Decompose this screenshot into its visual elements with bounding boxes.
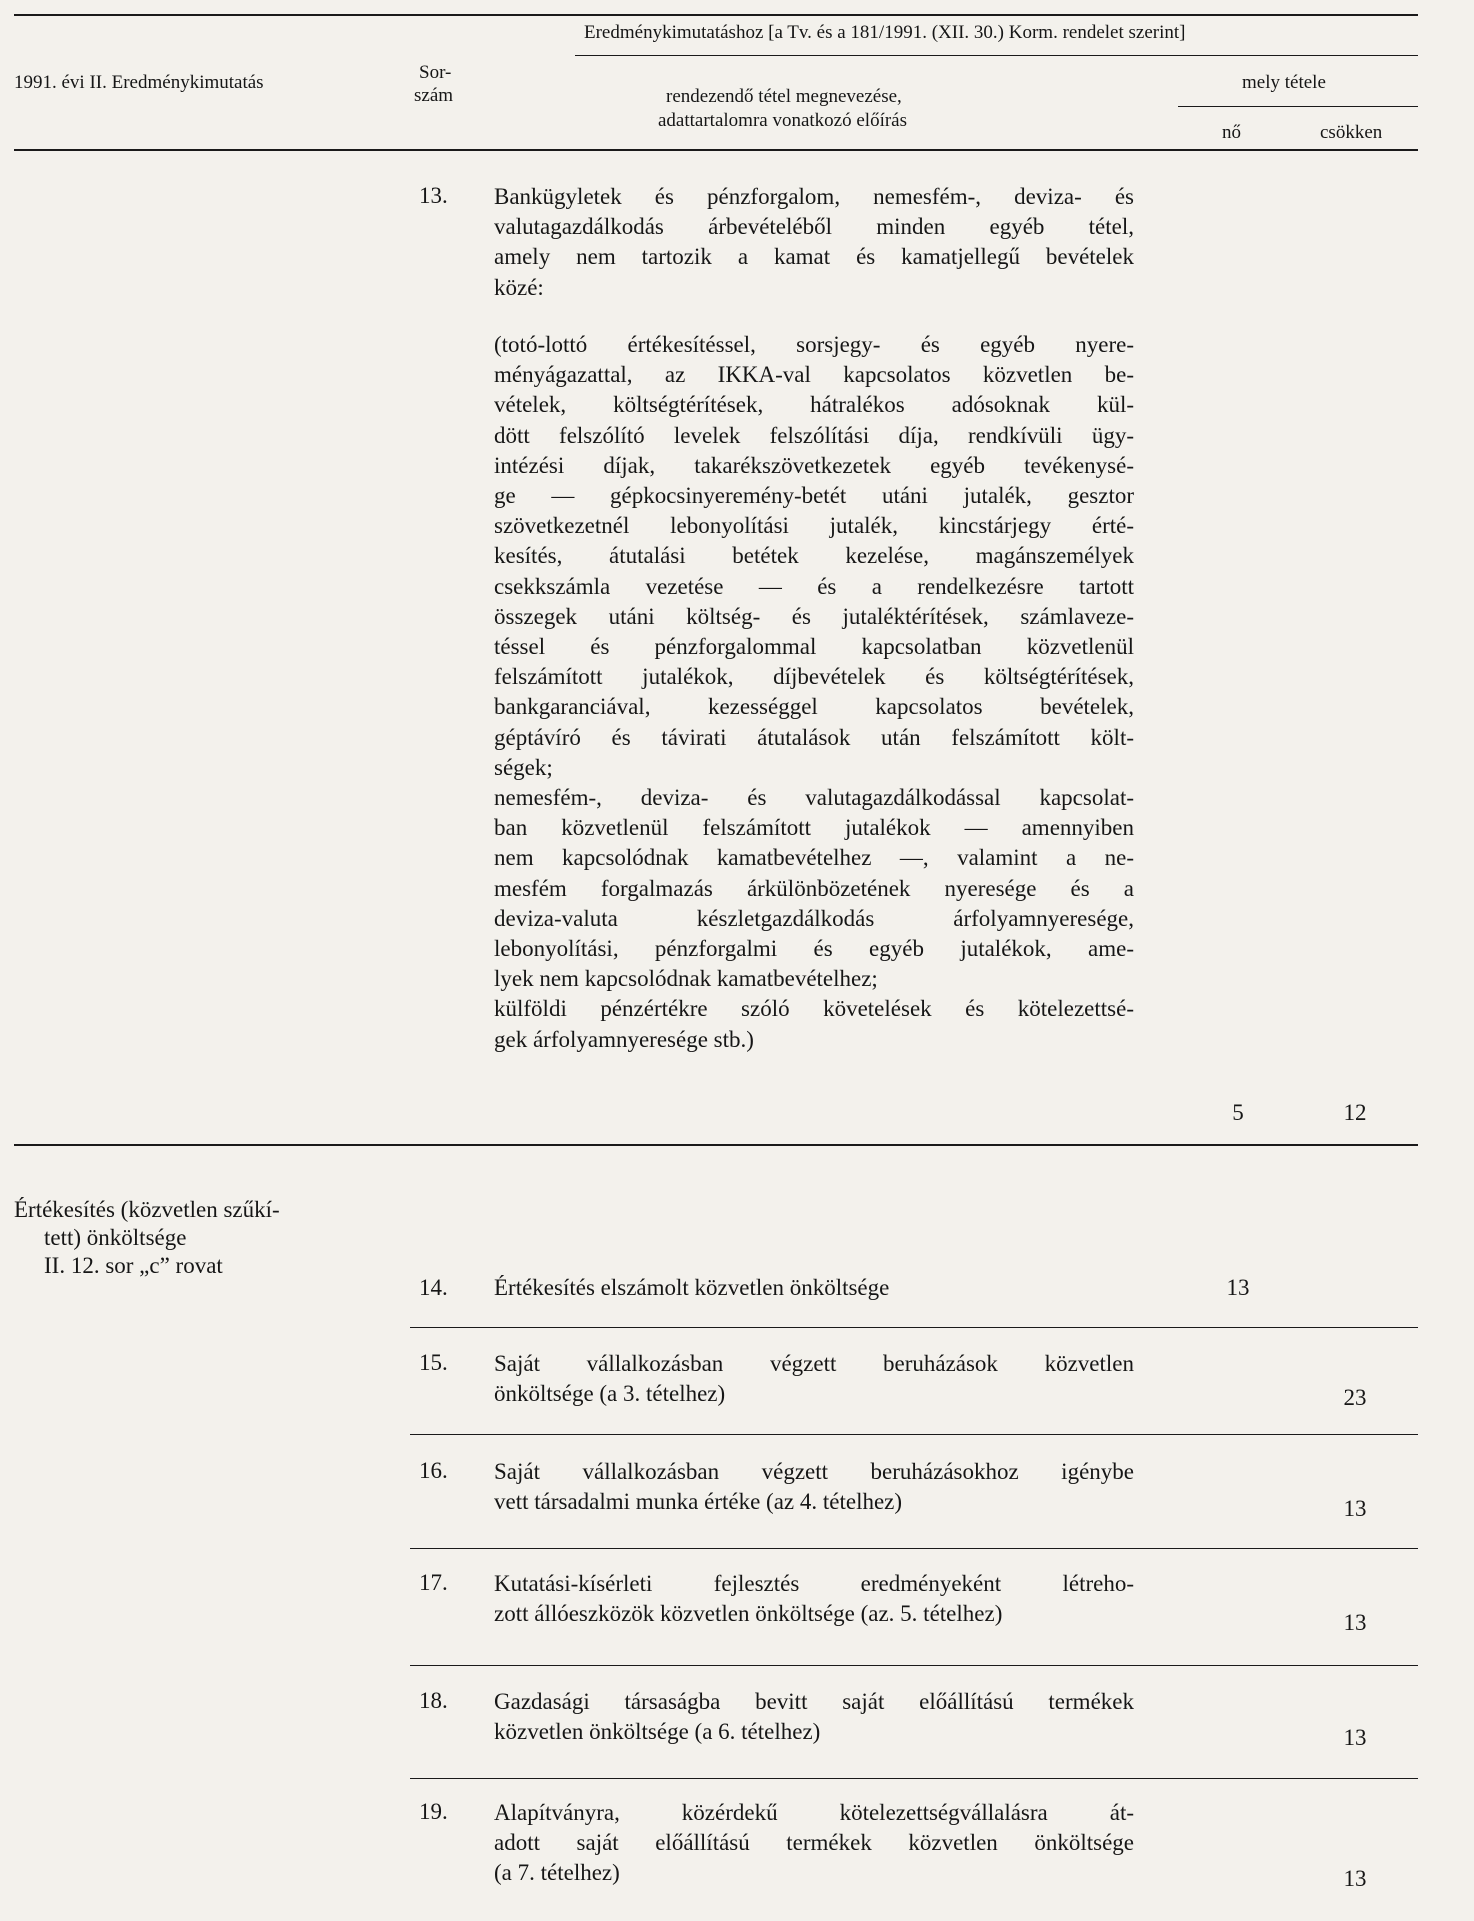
text-line: csekkszámla vezetése — és a rendelkezésre tartott xyxy=(494,573,1134,599)
row-16-text xyxy=(494,1457,1134,1517)
text-line: téssel és pénzforgalommal kapcsolatban közvetlenül xyxy=(494,634,1134,660)
header-col-decrease: csökken xyxy=(1320,122,1383,143)
header-which-item: mely tétele xyxy=(1242,72,1326,93)
text-line: amely nem tartozik a kamat és kamatjellegű bevételek xyxy=(494,244,1134,270)
text-line: zott állóeszközök közvetlen önköltsége (az. 5. tételhez) xyxy=(494,1601,1003,1627)
text-line: lebonyolítási, pénzforgalmi és egyéb jutalékok, ame- xyxy=(494,936,1134,962)
row-19-decrease: 13 xyxy=(1343,1866,1367,1891)
row-16-number: 16. xyxy=(419,1458,448,1483)
row-13-number: 13. xyxy=(419,183,448,208)
row-18-decrease: 13 xyxy=(1343,1725,1367,1750)
header-top-title: Eredménykimutatáshoz [a Tv. és a 181/1991. (XII. 30.) Korm. rendelet szerint] xyxy=(584,22,1186,43)
row-divider xyxy=(410,1548,1418,1549)
row-17-text xyxy=(494,1569,1134,1629)
text-line: Alapítványra, közérdekű kötelezettségvállalásra át- xyxy=(494,1800,1134,1825)
row-13-intro-text xyxy=(494,182,1134,303)
row-14-text: Értékesítés elszámolt közvetlen önköltsége xyxy=(494,1275,890,1300)
text-line: közvetlen önköltsége (a 6. tételhez) xyxy=(494,1719,821,1745)
header-item-name-2: adattartalomra vonatkozó előírás xyxy=(658,110,908,131)
text-line: Kutatási-kísérleti fejlesztés eredményeként létreho- xyxy=(494,1571,1134,1596)
row-16-decrease: 13 xyxy=(1343,1496,1367,1521)
section-divider xyxy=(14,1144,1418,1146)
left-label-line-2: tett) önköltsége xyxy=(44,1225,187,1250)
text-line: összegek utáni költség- és jutaléktérítések, számlaveze- xyxy=(494,603,1134,629)
row-divider xyxy=(410,1665,1418,1666)
row-19-number: 19. xyxy=(419,1799,448,1824)
text-line: közé: xyxy=(494,274,544,300)
header-top-rule xyxy=(14,14,1418,16)
text-line: Saját vállalkozásban végzett beruházásokhoz igénybe xyxy=(494,1459,1134,1484)
row-divider xyxy=(410,1778,1418,1779)
left-section-label xyxy=(14,1196,280,1280)
text-line: adott saját előállítású termékek közvetlen önköltsége xyxy=(494,1830,1134,1856)
text-line: deviza-valuta készletgazdálkodás árfolyamnyeresége, xyxy=(494,905,1134,931)
row-13-detail-text xyxy=(494,330,1134,1055)
row-15-text xyxy=(494,1349,1134,1409)
text-line: önköltsége (a 3. tételhez) xyxy=(494,1381,726,1407)
text-line: Bankügyletek és pénzforgalom, nemesfém-, deviza- és xyxy=(494,184,1134,209)
header-sorszam-2: szám xyxy=(414,85,454,106)
text-line: géptávíró és távirati átutalások után felszámított költ- xyxy=(494,724,1134,750)
text-line: intézési díjak, takarékszövetkezetek egyéb tevékenysé- xyxy=(494,452,1134,478)
row-divider xyxy=(410,1434,1418,1435)
row-15-number: 15. xyxy=(419,1350,448,1375)
text-line: ban közvetlenül felszámított jutalékok — amennyiben xyxy=(494,815,1134,841)
row-19-text xyxy=(494,1798,1134,1889)
row-divider xyxy=(410,1327,1418,1328)
row-18-number: 18. xyxy=(419,1688,448,1713)
row-17-number: 17. xyxy=(419,1570,448,1595)
text-line: (totó-lottó értékesítéssel, sorsjegy- és egyéb nyere- xyxy=(494,332,1134,357)
left-label-line-3: II. 12. sor „c” rovat xyxy=(44,1253,223,1278)
text-line: nemesfém-, deviza- és valutagazdálkodással kapcsolat- xyxy=(494,785,1134,811)
text-line: mesfém forgalmazás árkülönbözetének nyeresége és a xyxy=(494,875,1134,901)
text-line: nem kapcsolódnak kamatbevételhez —, valamint a ne- xyxy=(494,845,1134,871)
text-line: ményágazattal, az IKKA-val kapcsolatos közvetlen be- xyxy=(494,362,1134,388)
row-17-decrease: 13 xyxy=(1343,1610,1367,1635)
header-bottom-rule xyxy=(14,149,1418,151)
text-line: (a 7. tételhez) xyxy=(494,1860,620,1886)
text-line: felszámított jutalékok, díjbevételek és költségtérítések, xyxy=(494,664,1134,690)
text-line: kesítés, átutalási betétek kezelése, magánszemélyek xyxy=(494,543,1134,569)
text-line: ge — gépkocsinyeremény-betét utáni jutalék, gesztor xyxy=(494,483,1134,509)
text-line: bankgaranciával, kezességgel kapcsolatos bevételek, xyxy=(494,694,1134,720)
text-line: gek árfolyamnyeresége stb.) xyxy=(494,1026,754,1052)
header-left-title: 1991. évi II. Eredménykimutatás xyxy=(14,72,264,93)
text-line: valutagazdálkodás árbevételéből minden egyéb tétel, xyxy=(494,214,1134,240)
which-item-rule xyxy=(1178,106,1418,107)
header-sorszam-1: Sor- xyxy=(419,62,452,83)
row-14-number: 14. xyxy=(419,1275,448,1300)
row-13-increase: 5 xyxy=(1232,1100,1244,1125)
text-line: dött felszólító levelek felszólítási díja, rendkívüli ügy- xyxy=(494,422,1134,448)
text-line: szövetkezetnél lebonyolítási jutalék, kincstárjegy érté- xyxy=(494,513,1134,539)
text-line: ségek; xyxy=(494,754,553,780)
row-18-text xyxy=(494,1687,1134,1747)
text-line: vett társadalmi munka értéke (az 4. tételhez) xyxy=(494,1489,903,1515)
header-item-name-1: rendezendő tétel megnevezése, xyxy=(666,86,902,107)
text-line: Gazdasági társaságba bevitt saját előállítású termékek xyxy=(494,1689,1134,1714)
text-line: vételek, költségtérítések, hátralékos adósoknak kül- xyxy=(494,392,1134,418)
header-col-increase: nő xyxy=(1222,122,1241,143)
text-line: Saját vállalkozásban végzett beruházások közvetlen xyxy=(494,1351,1134,1376)
text-line: külföldi pénzértékre szóló követelések és kötelezettsé- xyxy=(494,996,1134,1022)
row-14-increase: 13 xyxy=(1226,1275,1250,1300)
row-13-decrease: 12 xyxy=(1343,1100,1367,1125)
left-label-line-1: Értékesítés (közvetlen szűkí- xyxy=(14,1197,280,1222)
header-sub-rule xyxy=(575,55,1418,56)
row-15-decrease: 23 xyxy=(1343,1385,1367,1410)
text-line: lyek nem kapcsolódnak kamatbevételhez; xyxy=(494,966,878,992)
